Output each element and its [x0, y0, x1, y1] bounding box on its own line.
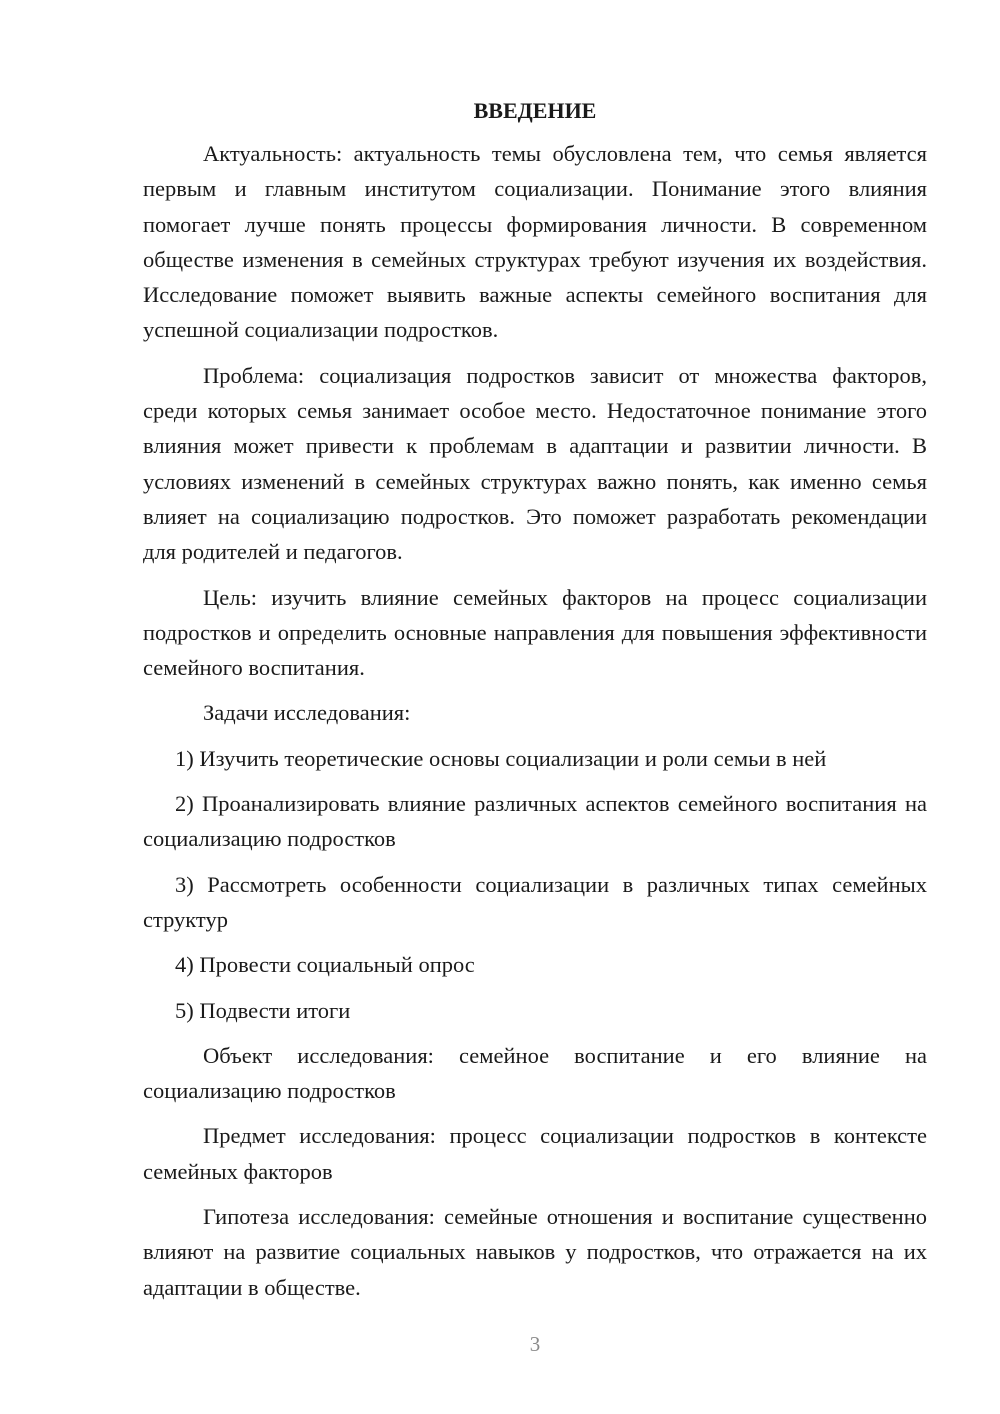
hypothesis-paragraph: Гипотеза исследования: семейные отношения и воспитание существенно влияют на развитие социальных навыков у подростков, что отражается на их адаптации в обществе. [143, 1204, 927, 1300]
goal-paragraph: Цель: изучить влияние семейных факторов на процесс социализации подростков и определить основные направления для повышения эффективности семейного воспитания. [143, 584, 927, 681]
page-number: 3 [529, 1332, 541, 1356]
task-item-2: 2) Проанализировать влияние различных аспектов семейного воспитания на социализацию подростков [143, 791, 927, 852]
object-paragraph: Объект исследования: семейное воспитание и его влияние на социализацию подростков [143, 1042, 927, 1104]
task-item-5: 5) Подвести итоги [175, 997, 351, 1023]
task-item-4: 4) Провести социальный опрос [175, 952, 475, 978]
task-item-3: 3) Рассмотреть особенности социализации в различных типах семейных структур [143, 871, 927, 932]
tasks-heading: Задачи исследования: [203, 700, 411, 726]
task-item-1: 1) Изучить теоретические основы социализации и роли семьи в ней [175, 745, 827, 771]
subject-paragraph: Предмет исследования: процесс социализации подростков в контексте семейных факторов [143, 1123, 927, 1184]
problem-paragraph: Проблема: социализация подростков зависит от множества факторов, среди которых семья занимает особое место. Недостаточное понимание этого влияния может привести к проблемам в адаптации и развитии личности. В условиях изменений в семейных структурах важно понять, как именно семья влияет на социализацию подростков. Это поможет разработать рекомендации для родителей и педагогов. [143, 362, 927, 565]
section-title: ВВЕДЕНИЕ [473, 98, 597, 123]
relevance-paragraph: Актуальность: актуальность темы обусловлена тем, что семья является первым и главным институтом социализации. Понимание этого влияния помогает лучше понять процессы формирования личности. В современном обществе изменения в семейных структурах требуют изучения их воздействия. Исследование поможет выявить важные аспекты семейного воспитания для успешной социализации подростков. [143, 141, 927, 343]
page-content [143, 92, 927, 1315]
